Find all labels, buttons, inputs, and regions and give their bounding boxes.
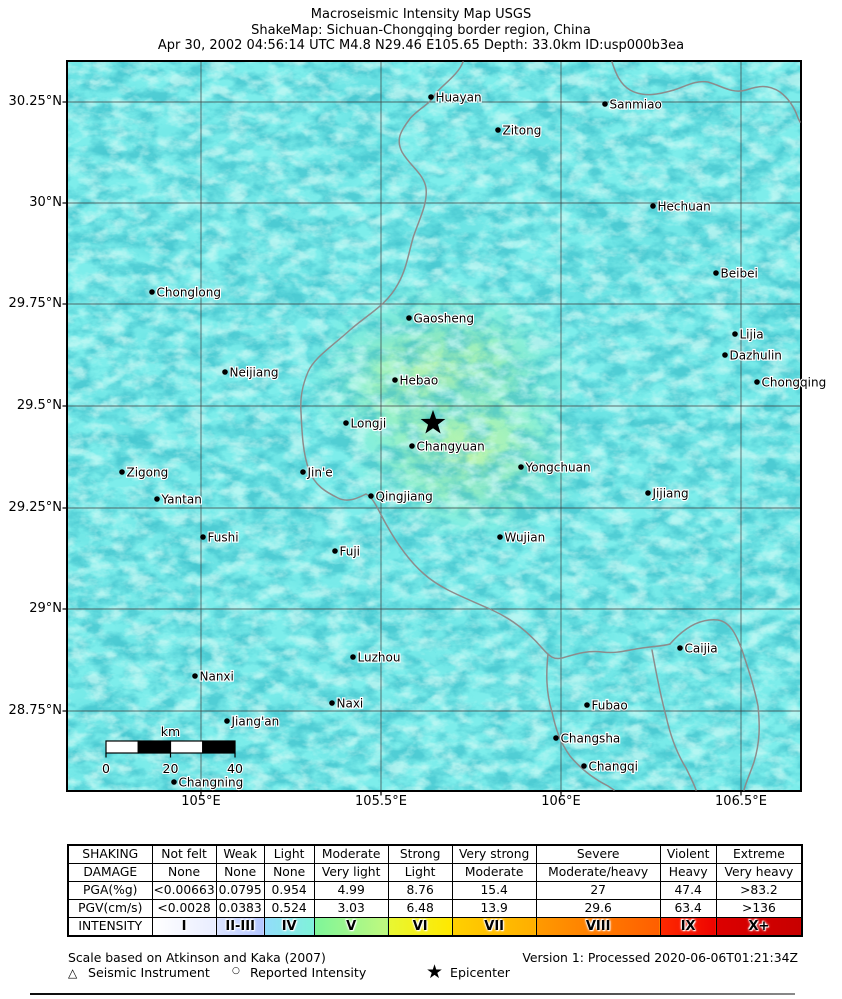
legend-reported-label: Reported Intensity: [250, 965, 367, 980]
shakemap-canvas: [68, 62, 827, 790]
seismic-instrument-icon: △: [68, 966, 78, 980]
lat-axis-label: 29.5°N: [16, 398, 62, 413]
city-label: Lijia: [739, 327, 764, 342]
city-dot: [584, 702, 590, 708]
city-label: Jiang'an: [231, 714, 280, 729]
table-cell: IV: [264, 918, 314, 937]
table-cell: Moderate: [314, 845, 388, 864]
city-dot: [553, 735, 559, 741]
table-cell: None: [264, 864, 314, 882]
city-dot: [200, 534, 206, 540]
table-cell: IX: [660, 918, 716, 937]
city-dot: [119, 469, 125, 475]
city-dot: [329, 700, 335, 706]
table-cell: Very light: [314, 864, 388, 882]
city-label: Dazhulin: [729, 348, 782, 363]
table-cell: None: [152, 864, 216, 882]
lon-axis-label: 106°E: [541, 794, 581, 809]
table-cell: 0.0383: [216, 900, 264, 918]
city-dot: [713, 270, 719, 276]
intensity-scale-table: [67, 844, 803, 937]
scalebar-segment: [171, 741, 203, 753]
city-label: Jin'e: [307, 465, 333, 480]
city-dot: [497, 534, 503, 540]
table-cell: 0.0795: [216, 882, 264, 900]
lat-axis-label: 28.75°N: [8, 703, 62, 718]
table-cell: >83.2: [716, 882, 802, 900]
city-dot: [224, 718, 230, 724]
city-dot: [406, 315, 412, 321]
table-cell: V: [314, 918, 388, 937]
city-dot: [300, 469, 306, 475]
table-cell: 63.4: [660, 900, 716, 918]
city-label: Caijia: [684, 641, 718, 656]
city-label: Jijiang: [652, 486, 689, 501]
city-label: Changqi: [588, 759, 639, 774]
table-cell: Severe: [536, 845, 660, 864]
table-cell: Light: [388, 864, 452, 882]
table-row: [68, 900, 802, 918]
lat-axis-label: 30.25°N: [8, 94, 62, 109]
map-legend: [68, 961, 568, 985]
scalebar-segment: [138, 741, 170, 753]
city-dot: [581, 763, 587, 769]
city-label: Gaosheng: [413, 311, 474, 326]
table-cell: 3.03: [314, 900, 388, 918]
table-cell: Heavy: [660, 864, 716, 882]
city-dot: [518, 464, 524, 470]
lon-axis-label: 106.5°E: [715, 794, 767, 809]
table-cell: I: [152, 918, 216, 937]
bottom-rule: [30, 993, 795, 995]
table-cell: 6.48: [388, 900, 452, 918]
city-label: Changsha: [560, 731, 621, 746]
city-label: Fubao: [591, 698, 628, 713]
table-cell: 29.6: [536, 900, 660, 918]
table-row: [68, 882, 802, 900]
event-info: Apr 30, 2002 04:56:14 UTC M4.8 N29.46 E105.65 Depth: 33.0km ID:usp000b3ea: [157, 38, 685, 53]
table-cell: Very heavy: [716, 864, 802, 882]
scalebar-segment: [106, 741, 138, 753]
lat-axis-label: 29.25°N: [8, 500, 62, 515]
city-dot: [428, 94, 434, 100]
table-cell: >136: [716, 900, 802, 918]
table-cell: 13.9: [452, 900, 536, 918]
city-label: Zitong: [502, 123, 542, 138]
city-label: Yongchuan: [525, 460, 591, 475]
city-dot: [368, 493, 374, 499]
city-label: Zigong: [126, 465, 169, 480]
table-cell: II-III: [216, 918, 264, 937]
scalebar-segment: [203, 741, 235, 753]
city-label: Chongqing: [761, 375, 827, 390]
city-dot: [602, 101, 608, 107]
scalebar-tick-label: 40: [227, 761, 243, 776]
table-cell: 4.99: [314, 882, 388, 900]
table-row: [68, 918, 802, 937]
city-dot: [222, 369, 228, 375]
city-label: Longji: [350, 416, 387, 431]
table-cell: 47.4: [660, 882, 716, 900]
city-dot: [495, 127, 501, 133]
table-cell: <0.00663: [152, 882, 216, 900]
city-label: Beibei: [720, 266, 758, 281]
page-title: Macroseismic Intensity Map USGS: [310, 7, 532, 22]
city-label: Naxi: [336, 696, 364, 711]
city-label: Nanxi: [199, 669, 234, 684]
table-cell: 27: [536, 882, 660, 900]
city-label: Fuji: [339, 544, 361, 559]
epicenter-icon: ★: [426, 961, 444, 983]
table-row-header: PGV(cm/s): [68, 900, 152, 918]
city-label: Wujian: [504, 530, 546, 545]
city-dot: [350, 654, 356, 660]
city-dot: [392, 377, 398, 383]
scalebar-unit: km: [160, 724, 181, 739]
city-dot: [343, 420, 349, 426]
city-label: Qingjiang: [375, 489, 433, 504]
title-block: [0, 7, 842, 54]
city-label: Luzhou: [357, 650, 401, 665]
lat-axis-label: 29°N: [29, 601, 62, 616]
table-row-header: DAMAGE: [68, 864, 152, 882]
city-dot: [149, 289, 155, 295]
scalebar-tick-label: 20: [162, 761, 179, 776]
table-row: [68, 864, 802, 882]
city-label: Changning: [178, 775, 244, 790]
table-cell: Moderate/heavy: [536, 864, 660, 882]
city-dot: [732, 331, 738, 337]
table-cell: VII: [452, 918, 536, 937]
city-dot: [192, 673, 198, 679]
table-cell: Light: [264, 845, 314, 864]
table-cell: Violent: [660, 845, 716, 864]
city-label: Fushi: [207, 530, 239, 545]
table-cell: None: [216, 864, 264, 882]
table-cell: 15.4: [452, 882, 536, 900]
legend-seismic-label: Seismic Instrument: [88, 965, 210, 980]
city-label: Huayan: [435, 90, 482, 105]
city-dot: [754, 379, 760, 385]
table-cell: Moderate: [452, 864, 536, 882]
table-cell: <0.0028: [152, 900, 216, 918]
city-label: Neijiang: [229, 365, 279, 380]
table-row-header: PGA(%g): [68, 882, 152, 900]
city-dot: [409, 443, 415, 449]
city-dot: [645, 490, 651, 496]
scalebar-tick-label: 0: [102, 761, 110, 776]
city-label: Hechuan: [657, 199, 711, 214]
table-cell: Strong: [388, 845, 452, 864]
table-cell: Not felt: [152, 845, 216, 864]
table-cell: Weak: [216, 845, 264, 864]
city-dot: [171, 779, 177, 785]
city-dot: [332, 548, 338, 554]
city-label: Hebao: [399, 373, 439, 388]
lat-axis-label: 29.75°N: [8, 296, 62, 311]
city-label: Sanmiao: [609, 97, 662, 112]
lon-axis-label: 105.5°E: [355, 794, 407, 809]
city-label: Changyuan: [416, 439, 485, 454]
table-cell: VI: [388, 918, 452, 937]
table-cell: 8.76: [388, 882, 452, 900]
version-processed: Version 1: Processed 2020-06-06T01:21:34Z: [522, 950, 798, 965]
reported-intensity-icon: ○: [232, 966, 240, 976]
table-cell: 0.954: [264, 882, 314, 900]
lat-axis-label: 30°N: [29, 195, 62, 210]
page-subtitle: ShakeMap: Sichuan-Chongqing border region, China: [251, 22, 591, 38]
lon-axis-label: 105°E: [181, 794, 221, 809]
table-row: [68, 845, 802, 864]
city-label: Chonglong: [156, 285, 221, 300]
table-cell: VIII: [536, 918, 660, 937]
table-cell: 0.524: [264, 900, 314, 918]
table-row-header: INTENSITY: [68, 918, 152, 937]
table-cell: Very strong: [452, 845, 536, 864]
city-dot: [154, 496, 160, 502]
city-label: Yantan: [161, 492, 202, 507]
table-row-header: SHAKING: [68, 845, 152, 864]
city-dot: [677, 645, 683, 651]
city-dot: [722, 352, 728, 358]
map-frame: [66, 60, 827, 792]
scale-attribution: Scale based on Atkinson and Kaka (2007): [68, 950, 326, 965]
legend-epicenter-label: Epicenter: [450, 965, 510, 980]
city-dot: [650, 203, 656, 209]
table-cell: X+: [716, 918, 802, 937]
table-cell: Extreme: [716, 845, 802, 864]
